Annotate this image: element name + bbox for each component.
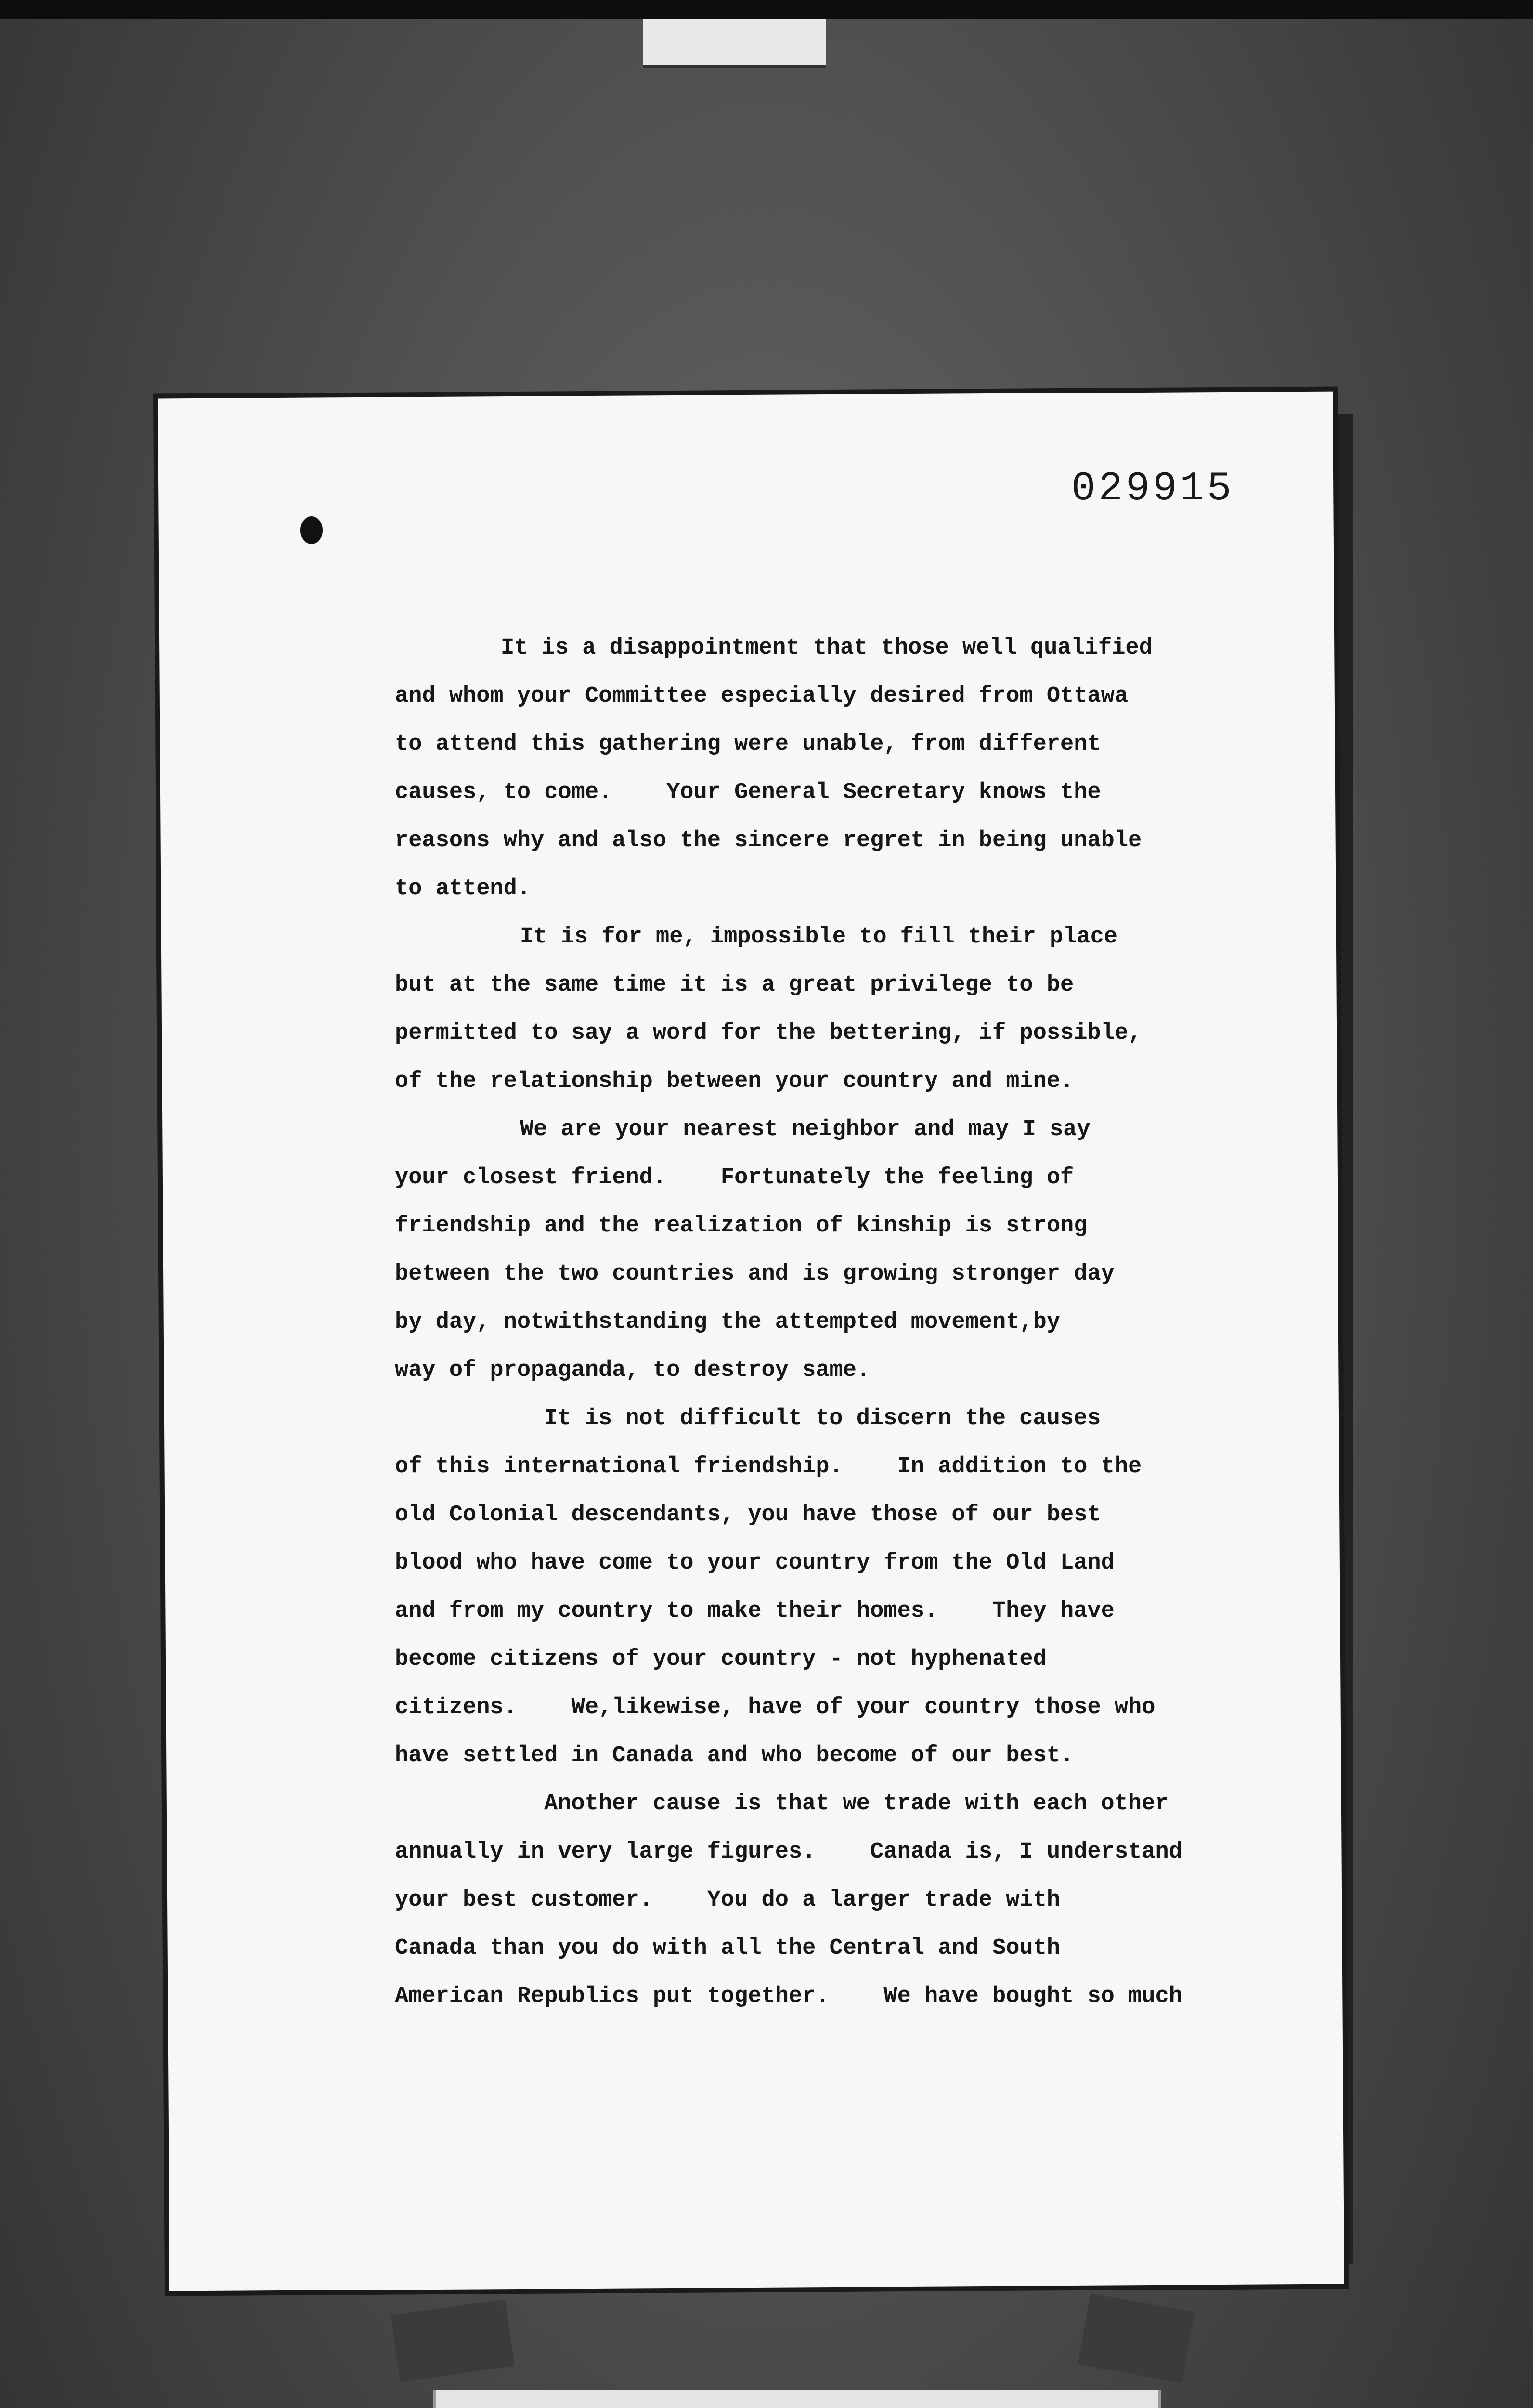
text-line: to attend this gathering were unable, from different (395, 732, 1101, 757)
text-line: your best customer. You do a larger trade with (395, 1887, 1061, 1913)
text-line: American Republics put together. We have bought so much (395, 1984, 1182, 2009)
text-line: of the relationship between your country and mine. (395, 1069, 1074, 1094)
text-line: have settled in Canada and who become of our best. (395, 1743, 1074, 1768)
text-line: and whom your Committee especially desired from Ottawa (395, 683, 1129, 709)
text-line: permitted to say a word for the bettering, if possible, (395, 1021, 1142, 1046)
text-line: of this international friendship. In addition to the (395, 1454, 1142, 1479)
text-line: way of propaganda, to destroy same. (395, 1358, 870, 1383)
text-line: to attend. (395, 876, 531, 902)
text-line: between the two countries and is growing stronger day (395, 1261, 1115, 1287)
label-reference-strip (433, 2390, 1161, 2408)
text-line: your closest friend. Fortunately the feeling of (395, 1165, 1074, 1191)
document-number: 029915 (1071, 466, 1234, 512)
text-line: reasons why and also the sincere regret in being unable (395, 828, 1142, 853)
text-line: blood who have come to your country from the Old Land (395, 1550, 1115, 1576)
document-body (395, 624, 1261, 2021)
text-line: old Colonial descendants, you have those of our best (395, 1502, 1101, 1528)
text-line: friendship and the realization of kinship is strong (395, 1213, 1088, 1239)
text-line: but at the same time it is a great privilege to be (395, 972, 1074, 998)
punch-hole (300, 516, 323, 544)
text-line: It is a disappointment that those well qualified (501, 635, 1153, 661)
text-line: annually in very large figures. Canada is, I understand (395, 1839, 1182, 1865)
text-line: and from my country to make their homes. They have (395, 1598, 1115, 1624)
text-line: We are your nearest neighbor and may I say (520, 1117, 1091, 1142)
text-line: by day, notwithstanding the attempted movement,by (395, 1309, 1061, 1335)
text-line: Canada than you do with all the Central and South (395, 1936, 1061, 1961)
text-line: citizens. We,likewise, have of your country those who (395, 1695, 1156, 1720)
text-line: causes, to come. Your General Secretary knows the (395, 780, 1101, 805)
text-line: It is for me, impossible to fill their place (520, 924, 1118, 950)
text-line: Another cause is that we trade with each other (544, 1791, 1169, 1817)
text-line: It is not difficult to discern the causes (544, 1406, 1101, 1431)
text-line: become citizens of your country - not hyphenated (395, 1647, 1047, 1672)
mount-top-tab (643, 19, 826, 68)
